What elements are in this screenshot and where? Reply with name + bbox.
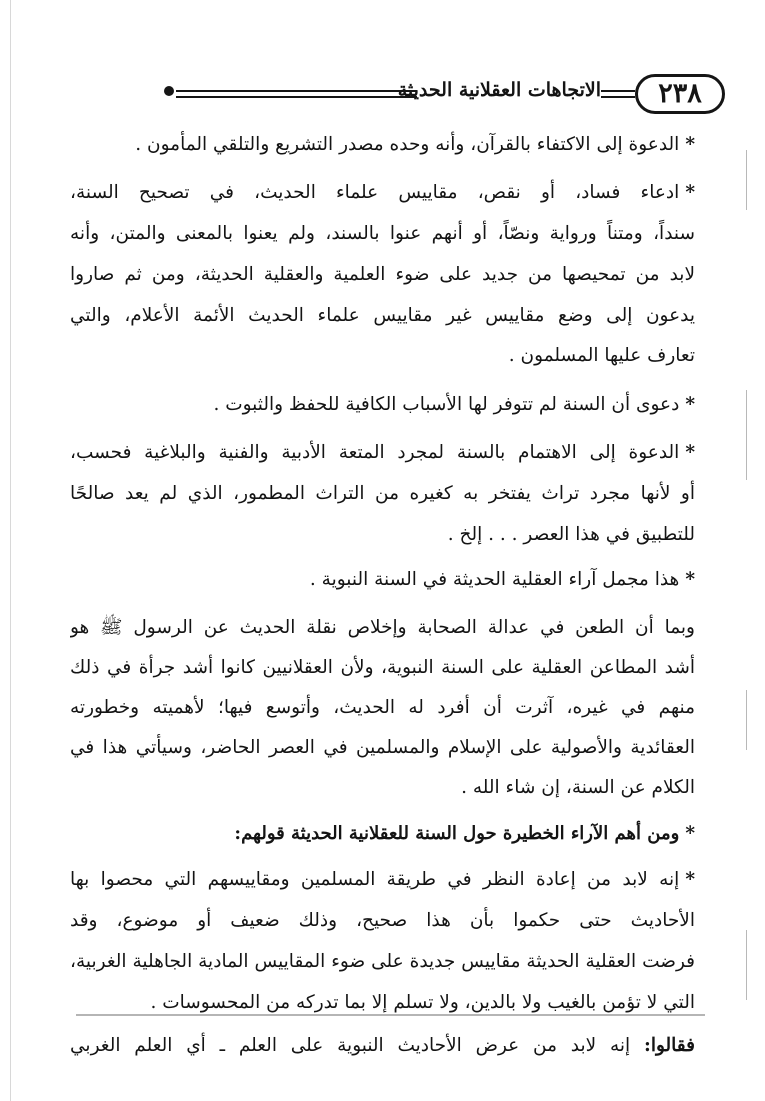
- lead-label: فقالوا:: [643, 1035, 695, 1056]
- paragraph-line: العقائدية والأصولية على الإسلام والمسلمين في العصر الحاضر، وسيأتي هذا في: [70, 737, 695, 758]
- paragraph-line: سنداً، ومتناً ورواية ونصّاً، أو أنهم عنوا بالسند، ولم يعنوا بالمعنى والمتن، وأنه: [70, 223, 695, 244]
- line-text: إنه لابد من إعادة النظر في طريقة المسلمين ومقاييسهم التي محصوا بها: [70, 869, 680, 890]
- paragraph-line: [70, 173, 695, 213]
- asterisk-bullet-icon: *: [685, 182, 695, 203]
- paragraph-line: أو لأنها مجرد تراث يفتخر به كغيره من التراث المطمور، الذي لم يعد صالحًا: [70, 483, 695, 504]
- line-text: ادعاء فساد، أو نقص، مقاييس علماء الحديث، في تصحيح السنة،: [70, 182, 680, 203]
- paragraph-line: يدعون إلى وضع مقاييس غير مقاييس علماء الحديث الأئمة الأعلام، والتي: [70, 305, 695, 326]
- asterisk-bullet-icon: *: [685, 442, 695, 463]
- section-divider: [76, 1014, 705, 1016]
- header-bullet-icon: [164, 86, 174, 96]
- paragraph-line: فرضت العقلية الحديثة مقاييس جديدة على ضوء المقاييس المادية الجاهلية الغربية،: [70, 951, 695, 972]
- page-number: ٢٣٨: [635, 74, 725, 114]
- header-rule-right: [601, 90, 635, 98]
- header-rule-left: [176, 90, 417, 98]
- paragraph-line: الكلام عن السنة، إن شاء الله .: [461, 777, 695, 798]
- asterisk-bullet-icon: *: [685, 569, 695, 590]
- paragraph-line: [70, 1026, 695, 1066]
- paragraph-line: [70, 125, 695, 165]
- paragraph-line: لابد من تمحيصها من جديد على ضوء العلمية والعقلية الحديثة، ومن ثم صاروا: [70, 264, 695, 285]
- paragraph-line: [70, 860, 695, 900]
- paragraph-line: الأحاديث حتى حكموا بأن هذا صحيح، وذلك ضعيف أو موضوع، وقد: [70, 910, 695, 931]
- asterisk-bullet-icon: *: [685, 394, 695, 415]
- paragraph-line: [70, 560, 695, 600]
- running-title: الاتجاهات العقلانية الحديثة: [397, 79, 601, 101]
- line-text: هذا مجمل آراء العقلية الحديثة في السنة النبوية .: [309, 569, 680, 590]
- page-binding-edge: [10, 0, 11, 1101]
- paragraph-line: التي لا تؤمن بالغيب ولا بالدين، ولا تسلم إلا بما تدركه من المحسوسات .: [150, 992, 695, 1013]
- paragraph-line: وبما أن الطعن في عدالة الصحابة وإخلاص نقلة الحديث عن الرسول ﷺ هو: [70, 617, 695, 638]
- paragraph-line: منهم في غيره، آثرت أن أفرد له الحديث، وأتوسع فيها؛ لأهميته وخطورته: [70, 697, 695, 718]
- line-text: الدعوة إلى الاكتفاء بالقرآن، وأنه وحده مصدر التشريع والتلقي المأمون .: [135, 134, 680, 155]
- margin-mark: [746, 930, 747, 1000]
- line-text: الدعوة إلى الاهتمام بالسنة لمجرد المتعة الأدبية والفنية والبلاغية فحسب،: [70, 442, 680, 463]
- margin-mark: [746, 690, 747, 750]
- asterisk-bullet-icon: *: [685, 134, 695, 155]
- asterisk-bullet-icon: *: [685, 823, 695, 844]
- paragraph-line: [70, 433, 695, 473]
- page-header: [70, 74, 725, 114]
- paragraph-line: للتطبيق في هذا العصر . . . إلخ .: [447, 524, 695, 545]
- asterisk-bullet-icon: *: [685, 869, 695, 890]
- paragraph-line: [70, 385, 695, 425]
- section-sub-heading: [70, 814, 695, 854]
- margin-mark: [746, 390, 747, 480]
- line-text: إنه لابد من عرض الأحاديث النبوية على العلم ـ أي العلم الغربي: [70, 1035, 631, 1056]
- paragraph-line: تعارف عليها المسلمون .: [508, 345, 695, 366]
- paragraph-line: أشد المطاعن العقلية على السنة النبوية، ولأن العقلانيين كانوا أشد جرأة في ذلك: [70, 657, 695, 678]
- line-text: دعوى أن السنة لم تتوفر لها الأسباب الكافية للحفظ والثبوت .: [213, 394, 680, 415]
- sub-heading-text: ومن أهم الآراء الخطيرة حول السنة للعقلانية الحديثة قولهم:: [234, 823, 680, 844]
- margin-mark: [746, 150, 747, 210]
